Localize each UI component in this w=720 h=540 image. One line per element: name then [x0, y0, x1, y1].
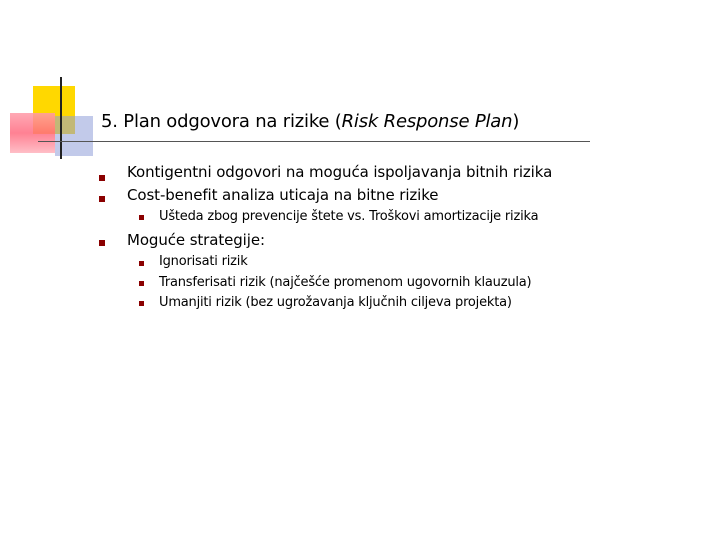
- slide-title: [101, 111, 519, 132]
- bullet-text: Moguće strategije:: [127, 231, 265, 249]
- bullet-text: Kontigentni odgovori na moguća ispoljavanja bitnih rizika: [127, 163, 553, 181]
- title-italic: Risk Response Plan: [341, 111, 513, 132]
- bullet-text: Cost-benefit analiza uticaja na bitne rizike: [127, 186, 439, 204]
- sub-bullet-marker: [139, 301, 144, 306]
- decorative-red-square: [10, 113, 55, 153]
- decorative-vertical-line: [60, 77, 62, 159]
- bullet-marker: [99, 240, 105, 246]
- sub-bullet-marker: [139, 215, 144, 220]
- sub-bullet-text: Ušteda zbog prevencije štete vs. Troškovi amortizacije rizika: [159, 209, 539, 224]
- sub-bullet-marker: [139, 261, 144, 266]
- sub-bullet-text: Umanjiti rizik (bez ugrožavanja ključnih ciljeva projekta): [159, 295, 512, 310]
- title-suffix: ): [512, 111, 520, 132]
- sub-bullet-text: Transferisati rizik (najčešće promenom ugovornih klauzula): [159, 275, 532, 290]
- sub-bullet-text: Ignorisati rizik: [159, 254, 248, 269]
- sub-bullet-marker: [139, 281, 144, 286]
- title-prefix: 5. Plan odgovora na rizike (: [101, 111, 342, 132]
- bullet-marker: [99, 175, 105, 181]
- bullet-marker: [99, 196, 105, 202]
- title-underline: [38, 141, 590, 142]
